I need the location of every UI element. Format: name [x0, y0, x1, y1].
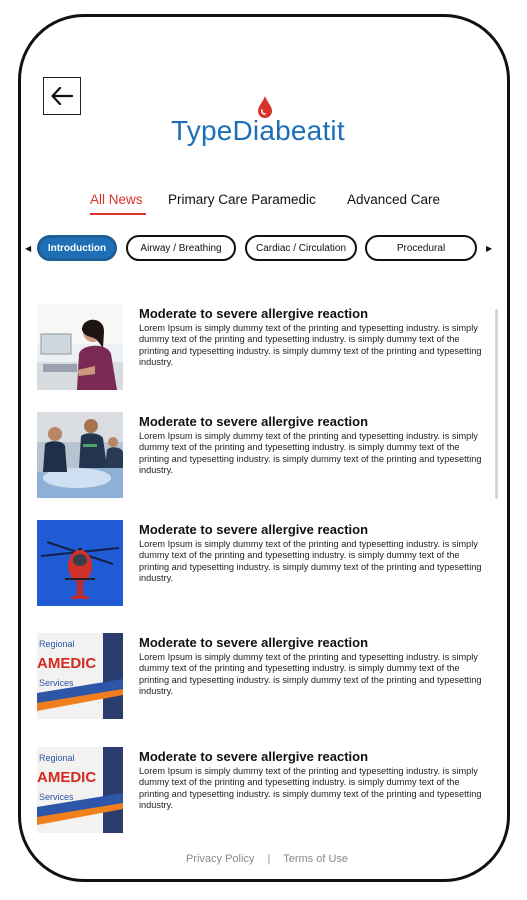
arrow-left-icon: [51, 87, 73, 105]
svg-text:AMEDIC: AMEDIC: [37, 769, 97, 786]
caret-right-icon[interactable]: ▶: [486, 244, 493, 253]
svg-text:AMEDIC: AMEDIC: [37, 655, 97, 672]
ambulance-photo: [37, 747, 123, 833]
news-item[interactable]: [37, 633, 487, 723]
news-title: Moderate to severe allergive reaction: [139, 306, 369, 321]
news-title: Moderate to severe allergive reaction: [139, 414, 369, 429]
nurse-at-desk-photo: [37, 304, 123, 390]
app-logo: [171, 95, 371, 153]
paramedics-with-patient-photo: [37, 412, 123, 498]
news-body: Lorem Ipsum is simply dummy text of the printing and typesetting industry. is simply dummy text of the printing and typesetting industry. is simply dummy text of the printing and typesetting industry. is simply dummy text of the printing and typesetting industry.: [139, 652, 482, 696]
news-item[interactable]: [37, 412, 487, 502]
news-item[interactable]: [37, 304, 487, 394]
svg-text:Regional: Regional: [39, 753, 75, 763]
news-body: Lorem Ipsum is simply dummy text of the printing and typesetting industry. is simply dummy text of the printing and typesetting industry. is simply dummy text of the printing and typesetting industry. is simply dummy text of the printing and typesetting industry.: [139, 431, 482, 475]
chip-introduction[interactable]: Introduction: [37, 235, 117, 261]
footer: [21, 853, 510, 865]
news-title: Moderate to severe allergive reaction: [139, 749, 369, 764]
news-item[interactable]: [37, 747, 487, 837]
tab-primary-care-paramedic[interactable]: Primary Care Paramedic: [168, 192, 316, 207]
phone-frame: [18, 14, 510, 882]
chip-procedural[interactable]: Procedural: [365, 235, 477, 261]
svg-text:Services: Services: [39, 678, 74, 688]
footer-separator: |: [267, 853, 271, 865]
tab-advanced-care[interactable]: Advanced Care: [347, 192, 441, 207]
news-body: Lorem Ipsum is simply dummy text of the printing and typesetting industry. is simply dummy text of the printing and typesetting industry. is simply dummy text of the printing and typesetting industry. is simply dummy text of the printing and typesetting industry.: [139, 539, 482, 583]
rescue-helicopter-photo: [37, 520, 123, 606]
svg-text:Regional: Regional: [39, 639, 75, 649]
ambulance-photo: [37, 633, 123, 719]
news-title: Moderate to severe allergive reaction: [139, 522, 369, 537]
back-button[interactable]: [43, 77, 81, 115]
caret-left-icon[interactable]: ◀: [25, 244, 32, 253]
news-body: Lorem Ipsum is simply dummy text of the printing and typesetting industry. is simply dummy text of the printing and typesetting industry. is simply dummy text of the printing and typesetting industry. is simply dummy text of the printing and typesetting industry.: [139, 323, 482, 367]
news-item[interactable]: [37, 520, 487, 610]
news-body: Lorem Ipsum is simply dummy text of the printing and typesetting industry. is simply dummy text of the printing and typesetting industry. is simply dummy text of the printing and typesetting industry. is simply dummy text of the printing and typesetting industry.: [139, 766, 482, 810]
news-tabs: [87, 192, 497, 222]
active-tab-underline: [90, 213, 146, 215]
scrollbar[interactable]: [495, 309, 498, 499]
category-chips: [21, 235, 510, 265]
privacy-policy-link[interactable]: Privacy Policy: [185, 853, 255, 865]
svg-text:Services: Services: [39, 792, 74, 802]
terms-of-use-link[interactable]: Terms of Use: [283, 853, 349, 865]
chip-airway-breathing[interactable]: Airway / Breathing: [126, 235, 236, 261]
tab-all-news[interactable]: All News: [90, 192, 143, 207]
chip-cardiac-circulation[interactable]: Cardiac / Circulation: [245, 235, 357, 261]
news-title: Moderate to severe allergive reaction: [139, 635, 369, 650]
logo-text: TypeDiabeatit: [171, 115, 345, 146]
